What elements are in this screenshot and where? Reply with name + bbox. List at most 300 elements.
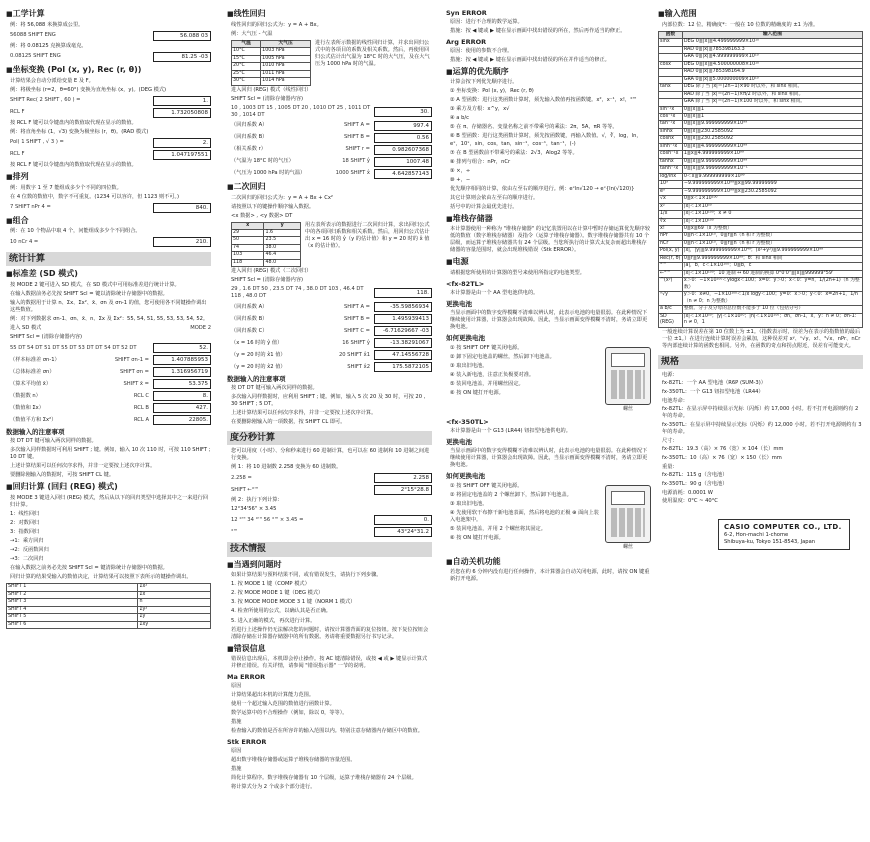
table-row xyxy=(232,70,311,77)
cause-item: 超出数字堆栈存储器或运算子堆栈存储器的容量范围。 xyxy=(231,757,356,764)
coord-note-1: 计算结果会自动分派给变量 E 及 F。 xyxy=(10,77,94,84)
table-cell: SHIFT 3 xyxy=(7,599,138,606)
table-cell: sinh⁻¹x xyxy=(659,143,683,150)
key-sequence: °'" xyxy=(231,528,238,535)
calculator-back-illustration-2 xyxy=(605,485,651,551)
prio-items xyxy=(446,88,651,183)
result-label: （样本标准差 σn-1） xyxy=(10,356,60,363)
table-row xyxy=(659,166,863,173)
key-sequence: SHIFT Rec( 2 SHIFT , 60 ) = xyxy=(10,97,81,104)
battery-step: ④ 装入新电池，注意正负极要对准。 xyxy=(450,371,535,378)
lin-clear: SHIFT Scl = (清除存储器内容) xyxy=(231,95,304,102)
table-cell: 38.0 xyxy=(264,244,301,251)
table-cell: sinhx xyxy=(659,128,683,135)
table-cell: 10°C xyxy=(232,48,261,55)
replace-title: 更换电池 xyxy=(446,300,472,309)
table-cell xyxy=(659,46,683,53)
key-sequence: Pol( 1 SHIFT , √ 3 ) = xyxy=(10,139,64,146)
howto-title-2: 如何更换电池 xyxy=(446,472,485,480)
reg-p1: 按 MODE 3 键进入回归 (REG) 模式，然后从以下的回归类型中选择其中之一来进行回归计算。 xyxy=(10,495,208,509)
battery-step: ③ 取出旧电池。 xyxy=(450,362,488,369)
sexa-example-2: 例 2：执行下列计算： xyxy=(231,497,283,504)
result-row xyxy=(231,157,432,167)
table-cell: |a|，b，c＜1×10¹⁰⁰；0≦b，c xyxy=(682,263,862,270)
sexa-example-1: 例 1：将 10 进制数 2.258 变换为 60 进制数。 xyxy=(231,464,342,471)
lcd-display: 1.732050808 xyxy=(153,108,211,118)
column-1 xyxy=(6,6,211,629)
quad-input-p4: 在要删除刚输入的一项数据，按 SHIFT CL 即可。 xyxy=(231,419,346,426)
result-label: （数据数 n） xyxy=(10,392,41,399)
sd-example: 例：对下列数据求 σn-1、σn、x̄、n、Σx 及 Σx²：55, 54, 51, 55, 53, 53, 54, 52。 xyxy=(10,316,209,323)
sd-input-title: 数据输入的注意事项 xyxy=(6,428,65,437)
sd-mode-row xyxy=(10,325,211,332)
company-footer xyxy=(718,519,850,550)
table-cell: RAD 除了当 |x|＝(2n−1)×π/2 时以外，和 sinx 相同。 xyxy=(682,91,862,98)
priority-item: ⑩ +，− xyxy=(450,176,471,183)
steps-a xyxy=(446,344,601,416)
table-cell: Σy xyxy=(138,614,211,621)
prio-intro: 计算会按下列优先顺序进行。 xyxy=(450,79,518,86)
lin-example: 例：大气压 - 气温 xyxy=(231,30,273,37)
lcd-display: 2°15°28.8 xyxy=(374,485,432,495)
coord-example-1: 例：将极坐标 (r=2，θ=60°) 变换为直角坐标 (x，y)。(DEG 模式) xyxy=(10,86,167,93)
table-cell xyxy=(659,91,683,98)
trouble-p1: 如果计算结果与预料结果不同，或有错误发生，请执行下列步骤。 xyxy=(231,572,382,579)
result-row xyxy=(231,350,432,360)
table-row xyxy=(232,78,311,85)
table-cell: sin⁻¹x xyxy=(659,106,683,113)
sd-input-p4: 要删除刚输入的数据时，可按 SHIFT CL 键。 xyxy=(10,472,115,479)
key-sequence: SHIFT C = xyxy=(343,327,370,334)
table-cell: |x|，|y|≦9.999999999×10⁴⁹；(x²+y²)≦9.999999999×10⁹⁹ xyxy=(682,248,862,255)
result-row xyxy=(231,302,432,312)
reg-type-item: →1：乘方回归 xyxy=(10,538,44,545)
result-row xyxy=(231,145,432,155)
key-sequence: 18 SHIFT ŷ xyxy=(342,158,370,165)
column-2 xyxy=(227,6,432,793)
table-cell: 46.4 xyxy=(264,252,301,259)
ma-fixes xyxy=(227,728,432,735)
table-row xyxy=(659,143,863,150)
battery-step: ⑥ 按 ON 键打开电源。 xyxy=(450,389,504,396)
address-line-2: Shibuya-ku, Tokyo 151-8543, Japan xyxy=(724,539,816,546)
calculator-body xyxy=(605,347,651,405)
spec-item: fx-350TL：90 g（含电池） xyxy=(662,480,728,487)
spec-item: fx-350TL：10（高）× 76（宽）× 150（长）mm xyxy=(662,454,782,461)
key-sequence: SHIFT B = xyxy=(344,134,370,141)
table-row xyxy=(232,252,301,259)
work-title: ■ 工学计算 xyxy=(6,9,211,20)
table-cell: 0≦x＜1×10¹⁰⁰ xyxy=(682,196,862,203)
reg-title: ■ 回归计算 (回归 (REG) 模式) xyxy=(6,482,211,493)
sd-p3: 输入的数据用于计算 n、Σx、Σx²、x̄、σn 及 σn-1 的值，您可使用各不同键操作调出这些数值。 xyxy=(10,300,207,314)
trouble-step: 3. 按 MODE MODE MODE 3 1 键（NORM 1 模式） xyxy=(231,599,356,606)
table-cell xyxy=(659,76,683,83)
column-header: 大气压 xyxy=(261,40,311,47)
lcd-display: -13.38291067 xyxy=(374,338,432,348)
range-title: ■ 输入范围 xyxy=(658,9,863,20)
table-cell: 118 xyxy=(232,259,264,266)
table-cell: 15°C xyxy=(232,55,261,62)
address-line-1: 6-2, Hon-machi 1-chome xyxy=(724,532,789,539)
range-table xyxy=(658,31,863,328)
lin-formula: 线性回归的回归公式为：y = A + Bx。 xyxy=(231,21,322,28)
replace-title-2: 更换电池 xyxy=(446,438,472,447)
spec-item: fx-350TL：在显示屏中持续显示光标（闪烁）约 12,000 小时。若不打开电源则约有 3 年的寿命。 xyxy=(662,421,862,435)
key-sequence: 7 SHIFT nPr 4 = xyxy=(10,204,51,211)
table-cell: n xyxy=(138,599,211,606)
sd-input-p2: 多次输入同样数据时可利用 SHIFT ; 键。例如，输入 10 次 110 时，可按 110 SHIFT ; 10 DT 键。 xyxy=(10,447,211,461)
ma-fix-head: 措施 xyxy=(231,719,242,726)
key-sequence: RCL F xyxy=(10,109,25,116)
table-cell: 30°C xyxy=(232,78,261,85)
fx82tl-p: 本计算器是由一个 AA 型电池供电的。 xyxy=(450,290,539,297)
comb-lcd xyxy=(10,237,211,247)
table-cell: 0≦|x|≦9.999999999×10⁹⁹ xyxy=(682,158,862,165)
table-row xyxy=(659,158,863,165)
column-3 xyxy=(446,6,651,585)
table-row xyxy=(659,240,863,247)
lcd-display: 4.642857143 xyxy=(374,169,432,179)
table-cell: 0≦|x|≦230.2585092 xyxy=(682,136,862,143)
trouble-p2: 若进行上述操作仍无法解决您的问题时，请按计算器背面的复位按钮。按下复位按钮会清除存储在计算器存储器中的所有数据。务请将重要数据另行书写记录。 xyxy=(231,626,429,640)
result-label: （x = 16 时的 ŷ 值） xyxy=(231,339,283,346)
table-row xyxy=(659,46,863,53)
lcd-display: 8. xyxy=(153,391,211,401)
table-row xyxy=(232,55,311,62)
table-cell: −9.999999999×10⁹⁹≦x≦99.99999999 xyxy=(682,181,862,188)
lcd-display: 840. xyxy=(153,203,211,213)
key-sequence: RCL A xyxy=(133,416,149,423)
steps-b-wrap xyxy=(446,482,651,554)
coord-note-3: 按 RCL F 键可以令键盘内的数值取代现在显示的数值。 xyxy=(10,161,137,168)
lin-data-lcd xyxy=(231,105,432,119)
priority-item: ⑧ 排列与组合：nPr，nCr xyxy=(450,158,511,165)
result-row xyxy=(231,338,432,348)
table-cell: 23.5 xyxy=(264,237,301,244)
key-sequence: 2.258 = xyxy=(231,474,252,481)
lcd-display: 1.407885953 xyxy=(153,355,211,365)
table-cell: GRA 除了当 |x|＝(2n−1)×100 时以外，和 sinx 相同。 xyxy=(682,99,862,106)
table-row xyxy=(659,255,863,262)
result-label: （气压为 1000 hPa 时的气温） xyxy=(231,170,306,177)
arg-cause: 原因：使用的参数不合理。 xyxy=(450,47,513,54)
perm-title: ■ 排列 xyxy=(6,172,211,183)
screw-label: 螺丝 xyxy=(622,405,633,412)
prio-note-3: 括号中的计算会最优先进行。 xyxy=(450,203,518,210)
autooff-p: 若您在约 6 分钟内没有进行任何操作，本计算器会自动关闭电源，此时，请按 ON 键重新打开电源。 xyxy=(450,569,650,583)
key-sequence: 1000 SHIFT x̂ xyxy=(335,170,370,177)
table-cell: DEG 0≦|x|≦4.500000008×10¹⁰ xyxy=(682,61,862,68)
result-row xyxy=(10,355,211,365)
table-cell: 50 xyxy=(232,237,264,244)
sd-title: ■ 标准差 (SD 模式) xyxy=(6,269,211,280)
steps-b xyxy=(446,482,601,554)
quad-input-title: 数据输入的注意事项 xyxy=(227,375,286,384)
priority-item: ① 坐标变换：Pol (x, y)，Rec (r, θ) xyxy=(450,88,534,95)
result-label: （相关系数 r） xyxy=(231,146,266,153)
power-p: 请根据您所使用的计算器的型号来使用所指定的电池类型。 xyxy=(450,270,585,277)
comb-example: 例：在 10 个物品中取 4 个，问能组成多少个不同组合。 xyxy=(10,228,141,235)
spec-life-head: 电池寿命： xyxy=(662,397,688,404)
coord-example-2: 例：将直角坐标 (1，√3) 变换为极坐标 (r，θ)。(RAD 模式) xyxy=(10,128,149,135)
priority-item: ⑥ B 型函数：进行这类函数计算时，须先按函数键，再输入数值。√，∛，log，ln，eˣ，10ˣ，sin，cos，tan，sin⁻¹，cos⁻¹，tan⁻¹，(-) xyxy=(450,133,642,147)
table-cell: 1011 hPa xyxy=(261,70,311,77)
table-cell: 1014 hPa xyxy=(261,78,311,85)
table-cell: 0≦n＜1×10¹⁰，0≦r≦n（n 和 r 为整数） xyxy=(682,240,862,247)
table-cell: Rec(r, θ) xyxy=(660,255,681,261)
table-row xyxy=(659,136,863,143)
table-cell: cosx xyxy=(659,61,683,68)
table-cell: 整数、分子及分母的总位数不能多于 10 位（包括分号） xyxy=(682,306,862,313)
table-cell: 0≦|x|≦9.999999999×10⁻¹ xyxy=(682,166,862,173)
table-row xyxy=(7,591,211,598)
syn-error: Syn ERROR xyxy=(446,9,487,17)
table-cell: 1003 hPa xyxy=(261,48,311,55)
table-row xyxy=(232,48,311,55)
column-header: 函数 xyxy=(659,31,683,38)
reg-key-table xyxy=(6,583,211,629)
table-cell: 74 xyxy=(232,244,264,251)
lcd-display: -35.59856934 xyxy=(374,302,432,312)
range-note: 内部位数：12 位。精确度*：一般在 10 位数的精确度的 ±1 为准。 xyxy=(662,21,819,28)
table-cell: 0≦|x|≦9.999999999×10⁹⁹ xyxy=(682,121,862,128)
table-cell: 1/x xyxy=(659,211,683,218)
table-row xyxy=(659,248,863,255)
key-sequence: SHIFT σn-1 = xyxy=(114,356,149,363)
reg-type-item: 3：指数回归 xyxy=(10,529,40,536)
table-cell: log/lnx xyxy=(659,173,683,180)
table-cell: cosh⁻¹x xyxy=(659,151,683,158)
lcd-display: 2.258 xyxy=(374,473,432,483)
spec-item: fx-82TL：19.3（高）× 76（宽）× 104（长）mm xyxy=(662,445,784,452)
reg-type-item: →3：二次回归 xyxy=(10,556,44,563)
table-row xyxy=(659,128,863,135)
cause-item: 数学运算中的不合理操作（例如，除以 0，等等）。 xyxy=(231,710,348,717)
table-cell xyxy=(659,69,683,76)
fix-item: 简化计算程序。数字堆栈存储器有 10 个层级，运算子堆栈存储器有 24 个层级。 xyxy=(231,775,417,782)
key-sequence: SHIFT x̂2 xyxy=(347,363,370,370)
result-row xyxy=(10,379,211,389)
table-row xyxy=(659,151,863,158)
table-cell: °'" xyxy=(659,263,683,270)
stack-p: 本计算器使用一种称为 "堆栈存储器" 的记忆装置用以在计算中暂时存储运算优先顺序较低的数值（数字堆栈存储器）及指令（运算子堆栈存储器）。数字堆栈存储器共有 10 个层级，而运算子堆栈存储器共有 24 个层级。当您所执行的计算式太复杂而超出堆栈存储器的容量范围时，就会出现堆栈错误（Stk ERROR）。 xyxy=(450,226,651,254)
sd-mode-label: 进入 SD 模式 xyxy=(10,325,42,332)
coord-lcd-1b xyxy=(10,108,211,118)
lin-result-rows xyxy=(227,121,432,179)
lcd-display: 118. xyxy=(374,288,432,298)
result-label: （数值平方和 Σx²） xyxy=(10,416,57,423)
key-sequence: SHIFT ←°'" xyxy=(231,486,259,493)
table-cell: 0＜x≦9.999999999×10⁹⁹ xyxy=(682,173,862,180)
work-example-1: 例：将 56,088 米换算成公里。 xyxy=(10,21,84,28)
table-row xyxy=(659,106,863,113)
result-label: （回归系数 C） xyxy=(231,327,268,334)
quad-input-p3: 上述计算结果可以任何次序求得，并非一定要按上述次序计算。 xyxy=(231,410,377,417)
table-cell: RAD 0≦|x|≦785398164.9 xyxy=(682,69,862,76)
table-cell: ∛x xyxy=(659,218,683,225)
table-row xyxy=(659,76,863,83)
ma-causes xyxy=(227,692,432,717)
table-row xyxy=(659,54,863,61)
table-cell: GRA 0≦|x|≦5.000000009×10¹⁰ xyxy=(682,76,862,83)
perm-example: 例：用数字 1 至 7 能组成多少个不同的四位数。 xyxy=(10,184,122,191)
table-row xyxy=(659,313,863,327)
column-header: 气温 xyxy=(232,40,261,47)
table-cell: 0≦|x|≦1 xyxy=(682,106,862,113)
table-cell: Σx xyxy=(138,591,211,598)
table-cell: sinx xyxy=(659,39,683,46)
stk-fix-head: 措施 xyxy=(231,766,242,773)
coord-lcd-1 xyxy=(10,96,211,106)
table-cell: nPr xyxy=(659,233,683,240)
table-cell: |x|＜1×10¹⁰⁰；x ≠ 0 xyxy=(682,211,862,218)
table-cell: Pol(x, y) xyxy=(659,248,683,255)
key-sequence: SHIFT A = xyxy=(344,122,370,129)
table-cell: 0≦|x|≦230.2585092 xyxy=(682,128,862,135)
battery-step: ⑤ 装回电池盖，并用螺丝固定。 xyxy=(450,380,524,387)
result-label: （数值和 Σx） xyxy=(10,404,44,411)
quad-data-table xyxy=(231,222,301,268)
key-sequence: SHIFT x̄ = xyxy=(123,380,149,387)
work-example-2: 例：将 0.08125 克换算成毫克。 xyxy=(10,42,87,49)
priority-item: ⑤ 在 π、存储器名、变量名称之前不带乘号的乘法：2π，5A，πR 等等。 xyxy=(450,124,618,131)
table-cell: 103 xyxy=(232,252,264,259)
table-row xyxy=(232,63,311,70)
table-cell: tan⁻¹x xyxy=(659,121,683,128)
spec-weight-head: 重量： xyxy=(662,463,678,470)
coord-lcd-2 xyxy=(10,138,211,148)
perm-note: 在 4 位数的数值中，数字不可重复。(1234 可以容许，但 1123 则不可。) xyxy=(10,193,180,200)
table-cell: 1010 hPa xyxy=(261,63,311,70)
table-cell: 0≦r≦9.999999999×10⁹⁹；θ：和 sinx 相同 xyxy=(682,255,862,262)
column-header: 输入范围 xyxy=(682,31,862,38)
result-row xyxy=(10,415,211,425)
table-row xyxy=(659,113,863,120)
result-label: （气温为 18°C 时的气压） xyxy=(231,158,294,165)
quad-input-p1: 按 DT DT 键可输入两次同样的数据。 xyxy=(231,385,318,392)
lcd-display: 997.4 xyxy=(374,121,432,131)
table-row xyxy=(659,233,863,240)
quad-title: ■ 二次回归 xyxy=(227,182,432,193)
table-cell: |x|＜1×10¹⁰⁰；10 进制 ↔ 60 进制的换算 0°0'0"≦|x|≦999999°59' xyxy=(682,270,862,277)
power-title: ■ 电源 xyxy=(446,257,651,268)
result-row xyxy=(10,391,211,401)
err-p1: 错误信息出现后，本机即会停止操作。按 AC 键清除错误，或按 ◀ 或 ▶ 键显示计算式并修正错误。有关详情，请参阅 "错误指示器" 一节的说明。 xyxy=(231,656,428,670)
result-row xyxy=(231,314,432,324)
key-sequence: 0.08125 SHIFT ENG xyxy=(10,53,61,60)
lin-title: ■ 线性回归 xyxy=(227,9,432,20)
key-sequence: 10 nCr 4 = xyxy=(10,238,39,245)
stk-error: Stk ERROR xyxy=(227,738,267,747)
priority-item: ② A 型函数：进行这类函数计算时，须先输入数值再按函数键。x²，x⁻¹，x!，°'" xyxy=(450,97,637,104)
priority-item: ④ a b/c xyxy=(450,115,470,122)
table-cell: 10ˣ xyxy=(659,181,683,188)
result-row xyxy=(231,326,432,336)
spec-size-head: 尺寸： xyxy=(662,437,678,444)
key-sequence: MODE 2 xyxy=(190,325,211,332)
spec-item: fx-82TL：一个 AA 型电池（R6P (SUM-3)） xyxy=(662,379,766,386)
lcd-display: 30. xyxy=(374,107,432,117)
table-cell: tanh⁻¹x xyxy=(659,166,683,173)
table-row xyxy=(659,292,863,306)
result-label: （回归系数 B） xyxy=(231,134,268,141)
lcd-display: -6.71629667 -03 xyxy=(374,326,432,336)
reg-type-item: →2：反函数回归 xyxy=(10,547,49,554)
spec-consumption: 电源消耗：0.0001 W xyxy=(662,489,713,496)
sexa-p1: 您可以用度（小时）、分和秒来进行 60 进制计算，也可以在 60 进制和 10 进制之间进行变换。 xyxy=(231,448,430,462)
key-sequence: SHIFT B = xyxy=(344,315,370,322)
lin-desc: 进行左表所示数据的线性回归计算，并求出回归公式中的各项目的系数及相关系数。然后，再使用回归公式估计出气温为 18°C 时的大气压，及在大气压为 1000 hPa 时的气温。 xyxy=(315,39,430,67)
table-row xyxy=(659,181,863,188)
result-label: （总体标准差 σn） xyxy=(10,368,55,375)
spec-power-head: 电源： xyxy=(662,371,678,378)
result-label: （回归系数 B） xyxy=(231,315,268,322)
table-cell: 0≦n＜1×10¹⁰，0≦r≦n（n 和 r 为整数） xyxy=(682,233,862,240)
table-cell: Σy² xyxy=(138,606,211,613)
table-cell: 20°C xyxy=(232,63,261,70)
table-cell: ˣ√y xyxy=(659,292,683,306)
key-sequence: 20 SHIFT x̂1 xyxy=(338,351,370,358)
range-foot: 一般连续计算误差在第 10 位数上为 ±1。（指数表示时，误差为在表示的指数值的最后一位 ±1。）在进行连续计算时误差会累加，这种误差对 xʸ、ˣ√y、x!、³√x、nPr、nCr 等内部连续计算的函数也相同。另外，在函数的奇点和拐点附近，误差有可能变大。 xyxy=(662,328,861,349)
result-row xyxy=(231,133,432,143)
battery-step: ② 卸下固定电池盖的螺丝，然后卸下电池盖。 xyxy=(450,353,555,360)
key-sequence: 55 DT 54 DT 51 DT 55 DT 53 DT DT 54 DT 52 DT xyxy=(10,344,137,351)
table-cell: SHIFT 1 xyxy=(7,584,138,591)
table-row xyxy=(659,61,863,68)
lcd-display: 0. xyxy=(374,515,432,525)
table-row xyxy=(659,39,863,46)
quad-formula: 二次回归的回归公式为：y = A + Bx + Cx² xyxy=(231,194,334,201)
spec-item: fx-350TL：一个 G13 钮扣型电池（LR44） xyxy=(662,388,764,395)
stk-causes xyxy=(227,757,432,764)
battery-step: ⑤ 装回电池盖，并用 2 个螺丝将其固定。 xyxy=(450,525,546,532)
table-cell xyxy=(659,54,683,61)
table-row xyxy=(659,211,863,218)
coord-title: ■ 坐标变换 (Pol (x, y), Rec (r, θ)) xyxy=(6,65,211,76)
reg-types-list xyxy=(6,511,211,563)
result-label: （y = 20 时的 x̂1 值） xyxy=(231,351,286,358)
syn-fix: 措施：按 ◀ 键或 ▶ 键在显示画面中找出错误的所在，然后再作适当的修正。 xyxy=(450,27,626,34)
column-4 xyxy=(658,6,863,550)
result-row xyxy=(10,367,211,377)
table-cell: DEG 除了当 |x|＝(2n−1)×90 时以外，和 sinx 相同。 xyxy=(682,84,862,91)
key-sequence: 10 , 1003 DT 15 , 1005 DT 20 , 1010 DT 25 , 1011 DT 30 , 1014 DT xyxy=(231,104,371,118)
lcd-display: 175.5872105 xyxy=(374,362,432,372)
replace-p: 当显示画面中的数字变得模糊不清难以辨认时，此表示电池的电量很弱。在此种情况下继续使用计算器，计算器会出现故障。因此，当显示画面变得模糊不清时，务请立即更换电池。 xyxy=(450,309,648,330)
fx350tl-p: 本计算器是由一个 G13 (LR44) 钮扣型电池供电的。 xyxy=(450,428,571,435)
table-cell: √x xyxy=(659,196,683,203)
battery-step: ① 按 SHIFT OFF 键关闭电源。 xyxy=(450,482,523,489)
table-row xyxy=(7,614,211,621)
sexa-lcd-1b xyxy=(231,485,432,495)
table-cell: |x|＜1×10⁵⁰ xyxy=(682,203,862,210)
sexa-expr: 12°34'56" × 3.45 xyxy=(231,506,277,513)
table-cell: nCr xyxy=(659,240,683,247)
table-cell: RAD 0≦|x|≦785398163.3 xyxy=(682,46,862,53)
table-cell: |x|＜1×10⁵⁰；|y|＜1×10⁵⁰；|n|＜1×10¹⁰⁰；σn，σn-1，x̄，ȳ：n ≠ 0；σn-1：n ≠ 0，1 xyxy=(682,313,862,327)
table-row xyxy=(659,121,863,128)
lcd-display: 1.047197551 xyxy=(153,150,211,160)
result-row xyxy=(231,121,432,131)
stack-title: ■ 堆栈存储器 xyxy=(446,214,651,225)
sexa-lcd-2a xyxy=(231,515,432,525)
lcd-display: 1007.48 xyxy=(374,157,432,167)
steps-a-wrap xyxy=(446,344,651,416)
coord-lcd-2b xyxy=(10,150,211,160)
trouble-step: 1. 按 MODE 1 键（COMP 模式） xyxy=(231,581,310,588)
sd-input-p3: 上述计算结果可以任何次序求得，并非一定要按上述次序计算。 xyxy=(10,463,156,470)
